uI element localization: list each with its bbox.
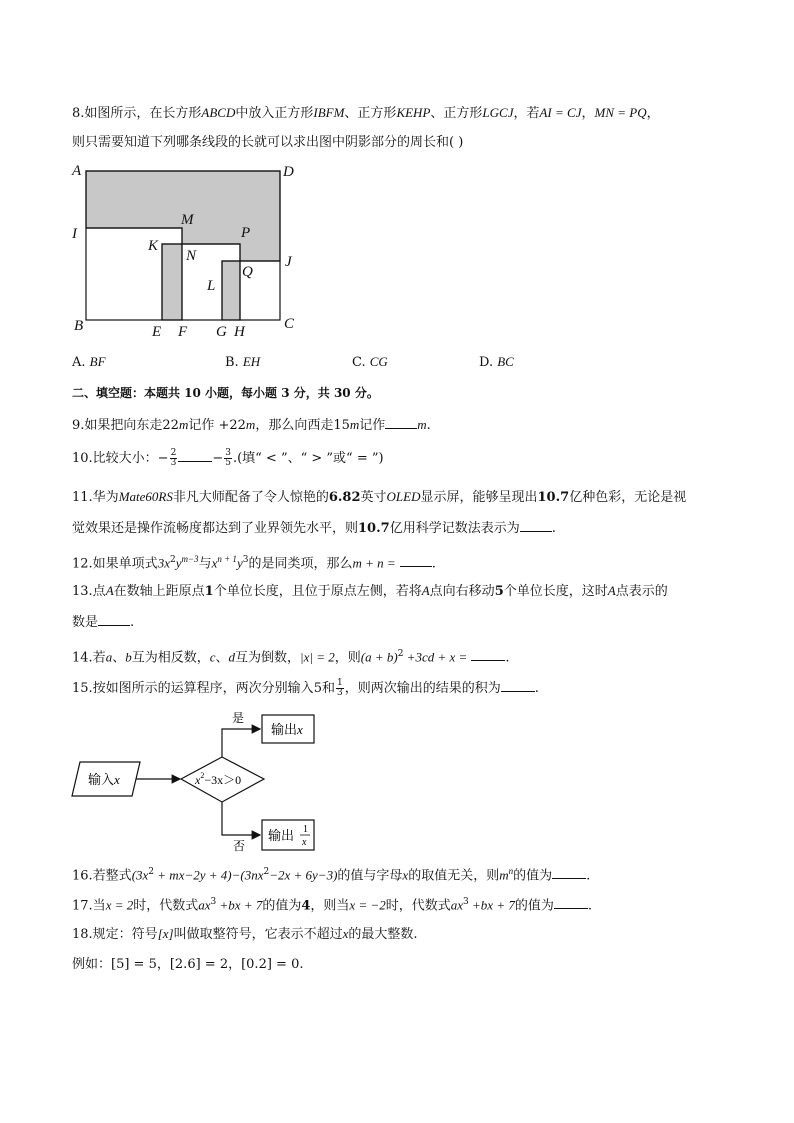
- q13-answer-blank[interactable]: [98, 613, 130, 626]
- label-Q: Q: [242, 264, 253, 280]
- q17: 17.当x = 2时，代数式$ax^3 +bx + 7$的值为4，则当x = −2时，代数式$ax^3 +bx + 7$的值为 .: [72, 897, 593, 914]
- q12-answer-blank[interactable]: [400, 554, 432, 567]
- label-I: I: [72, 226, 77, 242]
- label-K: K: [148, 238, 159, 254]
- label-B: B: [74, 318, 84, 334]
- label-D: D: [283, 164, 294, 180]
- shaded-strip-left: [162, 244, 182, 320]
- label-J: J: [285, 254, 292, 270]
- flow-yes-label: 是: [232, 711, 245, 725]
- q16-answer-blank[interactable]: [552, 866, 586, 879]
- flow-output-numerator: 1: [303, 824, 308, 835]
- q8-option-a[interactable]: A. BF: [72, 354, 106, 370]
- q14-answer-blank[interactable]: [471, 648, 505, 661]
- q17-answer-blank[interactable]: [554, 896, 588, 909]
- flow-output-reciprocal-label: 输出: [268, 828, 295, 843]
- q18-line2: 例如：[5] = 5，[2.6] = 2，[0.2] = 0.: [72, 957, 304, 972]
- q8-option-d[interactable]: D. BC: [479, 354, 514, 370]
- q12: 12.如果单项式$3x^2y^{m-3}$与$x^{n + 1}y^3$的是同类项，那么m + n = .: [72, 554, 436, 572]
- q15-fraction: $\frac{1}{3}$: [336, 678, 343, 698]
- q18-line1: 18.规定：符号[x]叫做取整符号，它表示不超过x的最大整数.: [72, 926, 418, 942]
- q16: 16.若整式$(3x^2 + mx-2y + 4)-(3nx^2-2x + 6y-3)$的值与字母x的取值无关，则$m^n$的值为 .: [72, 866, 591, 884]
- q15: 15.按如图所示的运算程序，两次分别输入5和 $\frac{1}{3}$ ，则两次输出的结果的积为 .: [72, 678, 539, 698]
- q13-line2: 数是 .: [72, 615, 135, 630]
- q8-line2: 则只需要知道下列哪条线段的长就可以求出图中阴影部分的周长和( ): [72, 135, 464, 150]
- q11-answer-blank[interactable]: [520, 519, 552, 532]
- flow-arrow-no: [222, 802, 260, 835]
- q10: 10.比较大小：− $\frac{2}{3}$ − $\frac{3}{5}$ .(填“ < ”、“ > ”或“ = ”): [72, 448, 384, 468]
- q8-line1: 8.如图所示，在长方形ABCD中放入正方形IBFM、正方形KEHP、正方形LGCJ，若AI = CJ，MN = PQ，: [72, 105, 660, 121]
- q14: 14.若a、b互为相反数，c、d互为倒数，|x| = 2，则$(a + b)^2 +3cd + x$ = .: [72, 649, 510, 666]
- q9-answer-blank[interactable]: [385, 416, 417, 429]
- q10-fraction-2: $\frac{3}{5}$: [225, 448, 231, 468]
- flow-output-x-label: 输出x: [271, 722, 303, 737]
- flow-arrow-yes: [222, 729, 260, 757]
- shaded-strip-right: [222, 261, 240, 320]
- flow-input-label: 输入x: [88, 772, 120, 787]
- label-C: C: [284, 316, 295, 332]
- label-F: F: [178, 324, 188, 340]
- label-H: H: [234, 324, 245, 340]
- q8-geometry-figure: [66, 158, 306, 342]
- q11-line2: 觉效果还是操作流畅度都达到了业界领先水平，则10.7亿用科学记数法表示为 .: [72, 521, 556, 536]
- label-N: N: [186, 248, 197, 264]
- label-P: P: [241, 225, 251, 241]
- q8-option-b[interactable]: B. EH: [225, 354, 261, 370]
- q10-fraction-1: $\frac{2}{3}$: [170, 448, 177, 468]
- label-L: L: [207, 278, 216, 294]
- q15-answer-blank[interactable]: [501, 679, 535, 692]
- section-heading-fill-blank: 二、填空题：本题共 10 小题，每小题 3 分，共 30 分。: [72, 386, 379, 400]
- q13-line1: 13.点A在数轴上距原点1个单位长度，且位于原点左侧，若将A点向右移动5个单位长度，这时A点表示的: [72, 583, 668, 599]
- flow-output-denominator: x: [302, 837, 307, 848]
- flow-condition: $x^2-3x>0$: [195, 771, 242, 787]
- flow-no-label: 否: [233, 839, 246, 853]
- q9: 9.如果把向东走22m记作 +22m，那么向西走15m记作 m.: [72, 417, 431, 433]
- label-M: M: [181, 212, 194, 228]
- label-A: A: [72, 163, 82, 179]
- label-G: G: [216, 324, 227, 340]
- q11-line1: 11.华为Mate60RS非凡大师配备了令人惊艳的6.82英寸OLED显示屏，能够呈现出10.7亿种色彩，无论是视: [72, 489, 687, 505]
- q15-flowchart: [68, 706, 328, 854]
- label-E: E: [152, 324, 162, 340]
- q8-option-c[interactable]: C. CG: [352, 354, 388, 370]
- q10-answer-blank[interactable]: [178, 449, 212, 462]
